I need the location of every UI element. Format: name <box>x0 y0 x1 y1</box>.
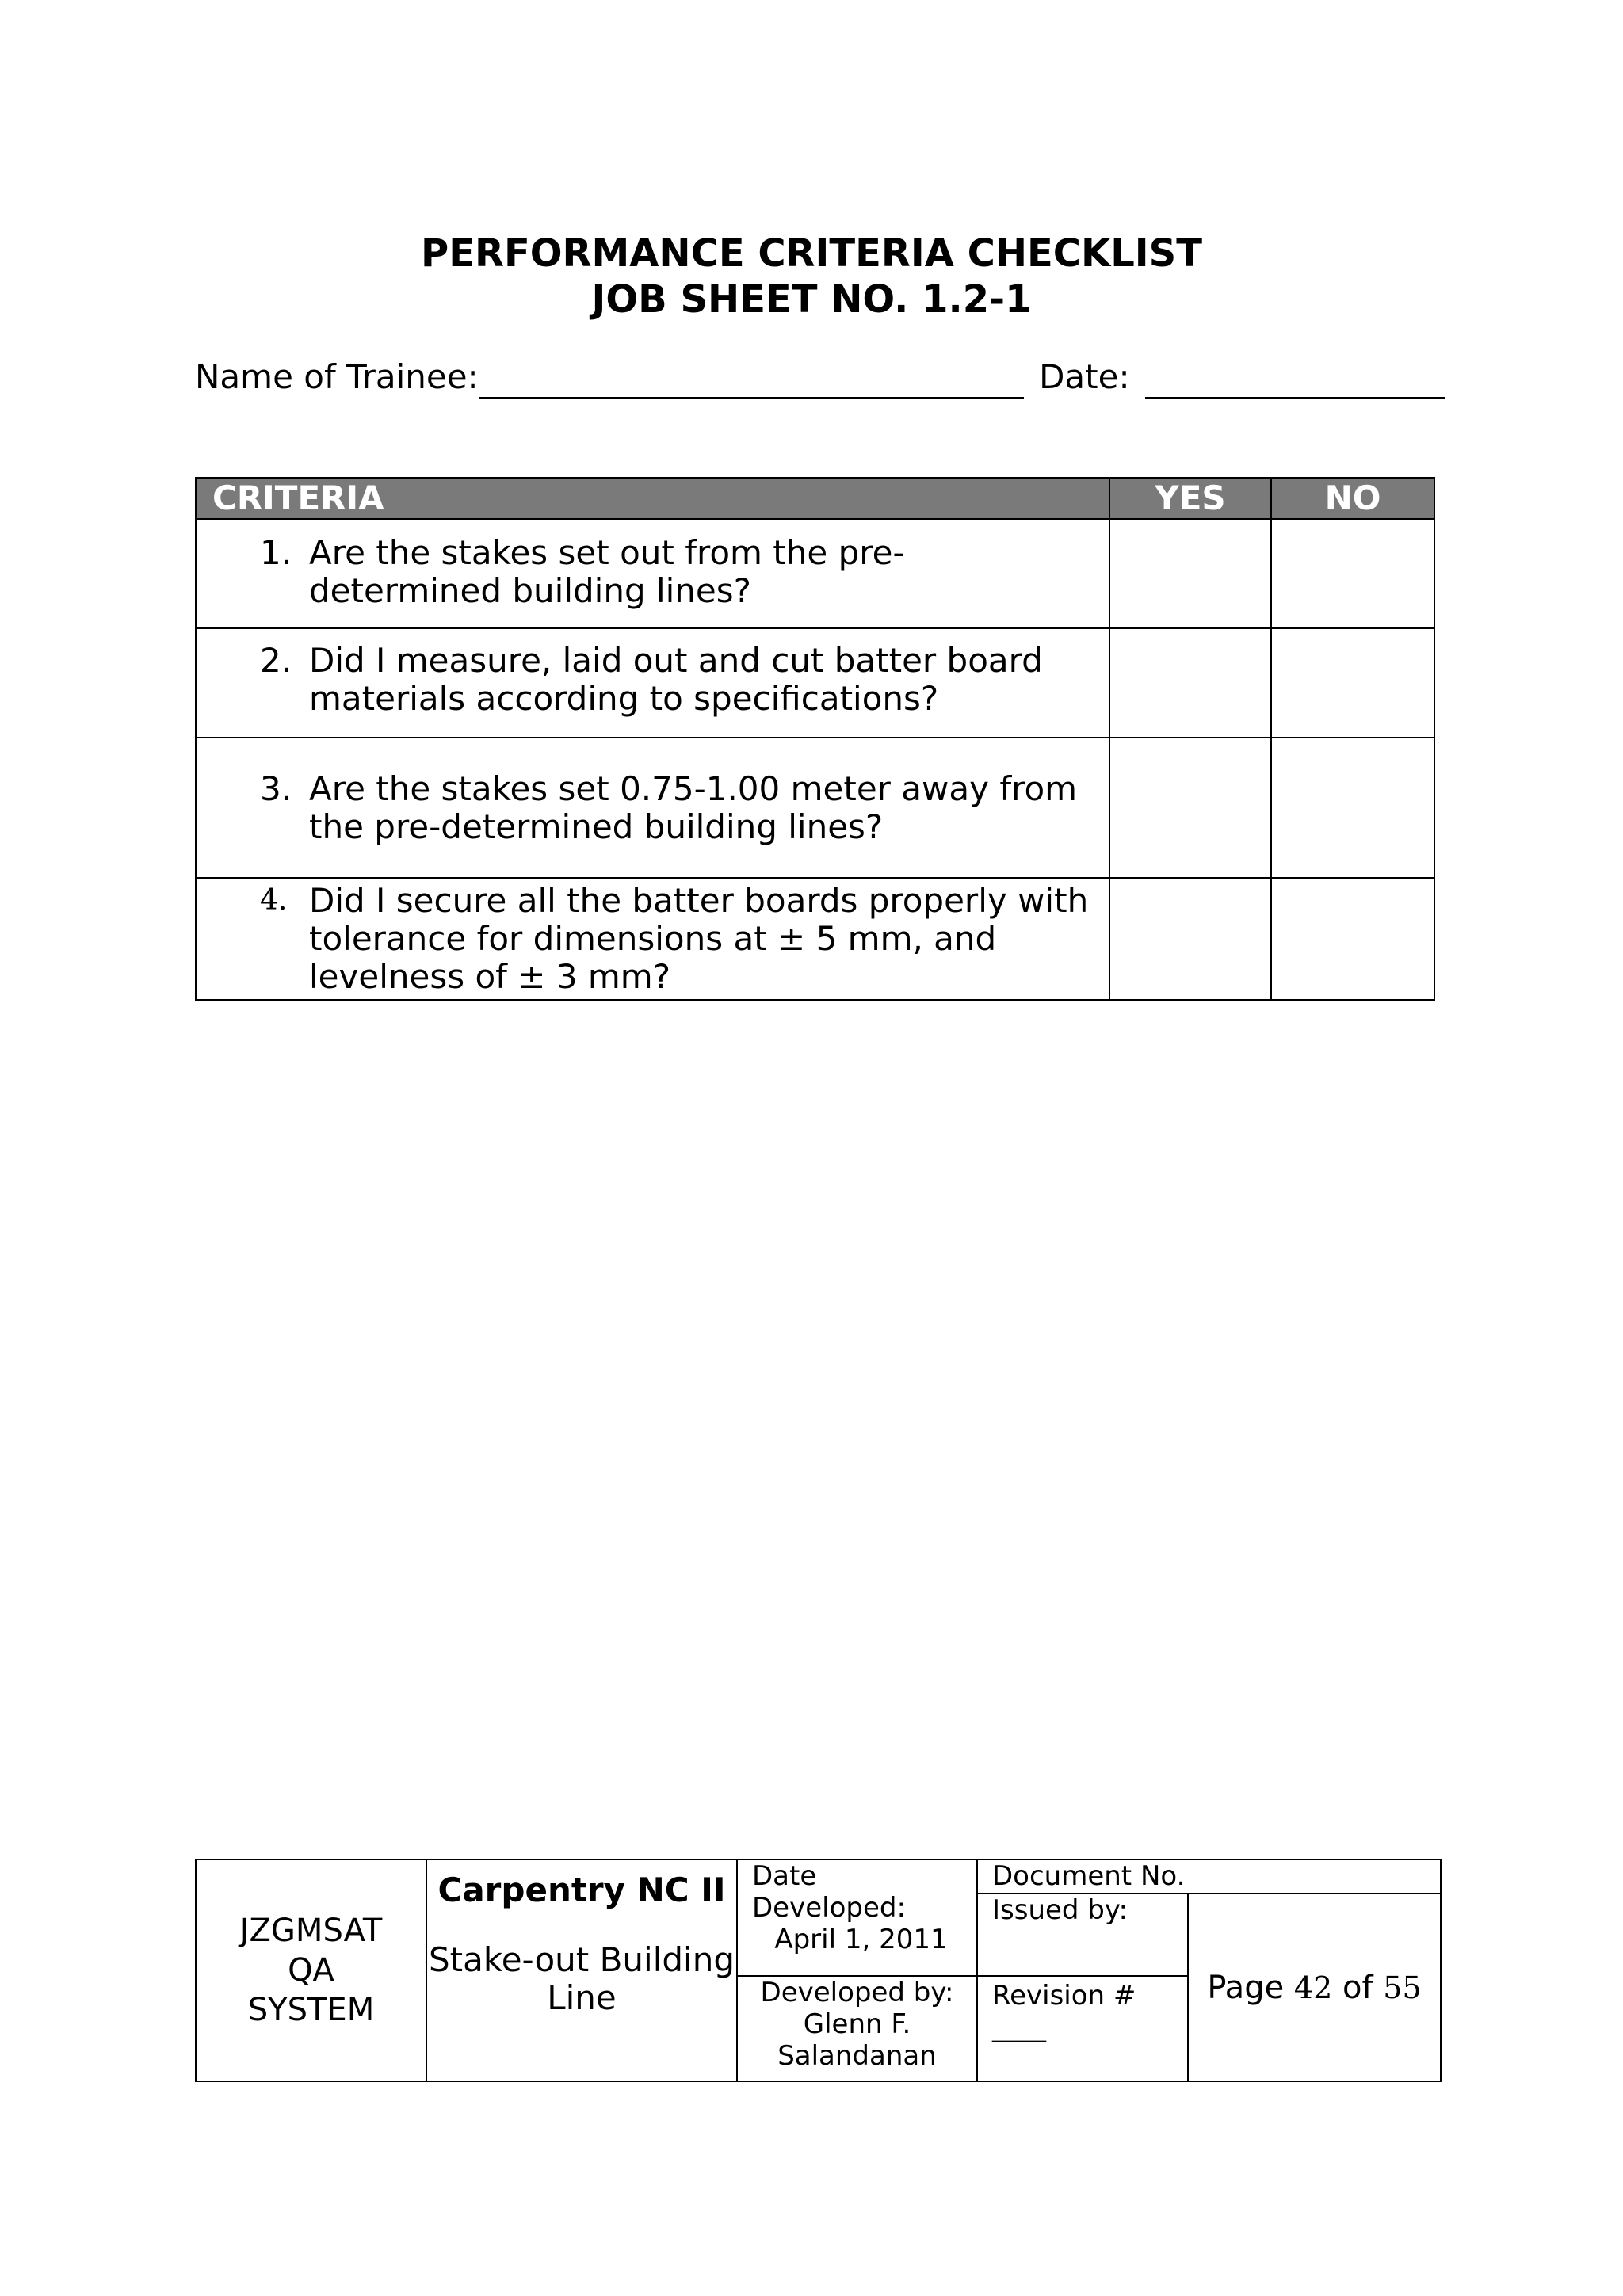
trainee-name-blank[interactable] <box>479 359 1024 399</box>
page-current: 42 <box>1293 1970 1333 2005</box>
table-row <box>196 878 1434 1000</box>
trainee-info-line <box>195 355 1431 399</box>
no-header: NO <box>1271 478 1434 519</box>
issued-by-label: Issued by: <box>992 1894 1128 1926</box>
no-checkbox-cell[interactable] <box>1271 628 1434 738</box>
revision-label: Revision # <box>992 1980 1136 2012</box>
criteria-text: Are the stakes set out from the pre-determined building lines? <box>309 533 905 610</box>
item-number: 3. <box>260 769 292 808</box>
yes-header: YES <box>1109 478 1271 519</box>
system-name-line: JZGMSAT <box>239 1913 383 1949</box>
no-checkbox-cell[interactable] <box>1271 519 1434 628</box>
yes-checkbox-cell[interactable] <box>1109 628 1271 738</box>
item-number: 4. <box>260 884 288 917</box>
course-cell <box>426 1859 737 2081</box>
no-checkbox-cell[interactable] <box>1271 878 1434 1000</box>
revision-cell <box>977 1976 1188 2081</box>
course-title: Carpentry NC II <box>437 1871 726 1909</box>
criteria-checklist-table <box>195 477 1435 1001</box>
table-row <box>196 519 1434 628</box>
no-checkbox-cell[interactable] <box>1271 738 1434 878</box>
criteria-cell <box>196 628 1109 738</box>
document-no-cell <box>977 1859 1441 1894</box>
table-row <box>196 628 1434 738</box>
criteria-cell <box>196 519 1109 628</box>
name-of-trainee-label: Name of Trainee: <box>195 357 479 396</box>
page-of: of <box>1342 1969 1373 2006</box>
job-sheet-number: JOB SHEET NO. 1.2-1 <box>591 277 1032 322</box>
developed-by-label: Developed by: <box>760 1977 954 2008</box>
course-subtitle: Stake-out Building Line <box>429 1940 735 2017</box>
system-name-line: SYSTEM <box>247 1992 375 2028</box>
document-no-label: Document No. <box>992 1860 1186 1892</box>
developed-by-value: Glenn F. Salandanan <box>777 2008 937 2072</box>
document-footer <box>195 1859 1442 2082</box>
yes-checkbox-cell[interactable] <box>1109 738 1271 878</box>
date-developed-value: April 1, 2011 <box>774 1924 948 1955</box>
item-number: 1. <box>260 533 292 572</box>
criteria-cell <box>196 878 1109 1000</box>
date-developed-label: Date Developed: <box>752 1860 906 1924</box>
page-total: 55 <box>1383 1970 1422 2005</box>
date-label: Date: <box>1039 357 1130 396</box>
criteria-text: Did I measure, laid out and cut batter board materials according to specifications? <box>309 641 1043 718</box>
yes-checkbox-cell[interactable] <box>1109 878 1271 1000</box>
date-blank[interactable] <box>1145 359 1445 399</box>
table-header-row <box>196 478 1434 519</box>
developed-by-cell <box>737 1976 977 2081</box>
revision-value: ____ <box>992 2012 1046 2043</box>
system-name-line: QA <box>288 1952 334 1989</box>
issued-by-cell <box>977 1894 1188 1976</box>
item-number: 2. <box>260 641 292 680</box>
criteria-cell <box>196 738 1109 878</box>
page-title: PERFORMANCE CRITERIA CHECKLIST <box>421 231 1202 276</box>
page-prefix: Page <box>1207 1969 1285 2006</box>
criteria-text: Did I secure all the batter boards properly with tolerance for dimensions at ± 5 mm, and levelness of ± 3 mm? <box>309 881 1089 996</box>
page-number-cell <box>1188 1894 1441 2081</box>
table-row <box>196 738 1434 878</box>
yes-checkbox-cell[interactable] <box>1109 519 1271 628</box>
criteria-text: Are the stakes set 0.75-1.00 meter away from the pre-determined building lines? <box>309 769 1078 846</box>
date-developed-cell <box>737 1859 977 1976</box>
criteria-header: CRITERIA <box>196 478 1109 519</box>
qa-system-cell <box>196 1859 426 2081</box>
